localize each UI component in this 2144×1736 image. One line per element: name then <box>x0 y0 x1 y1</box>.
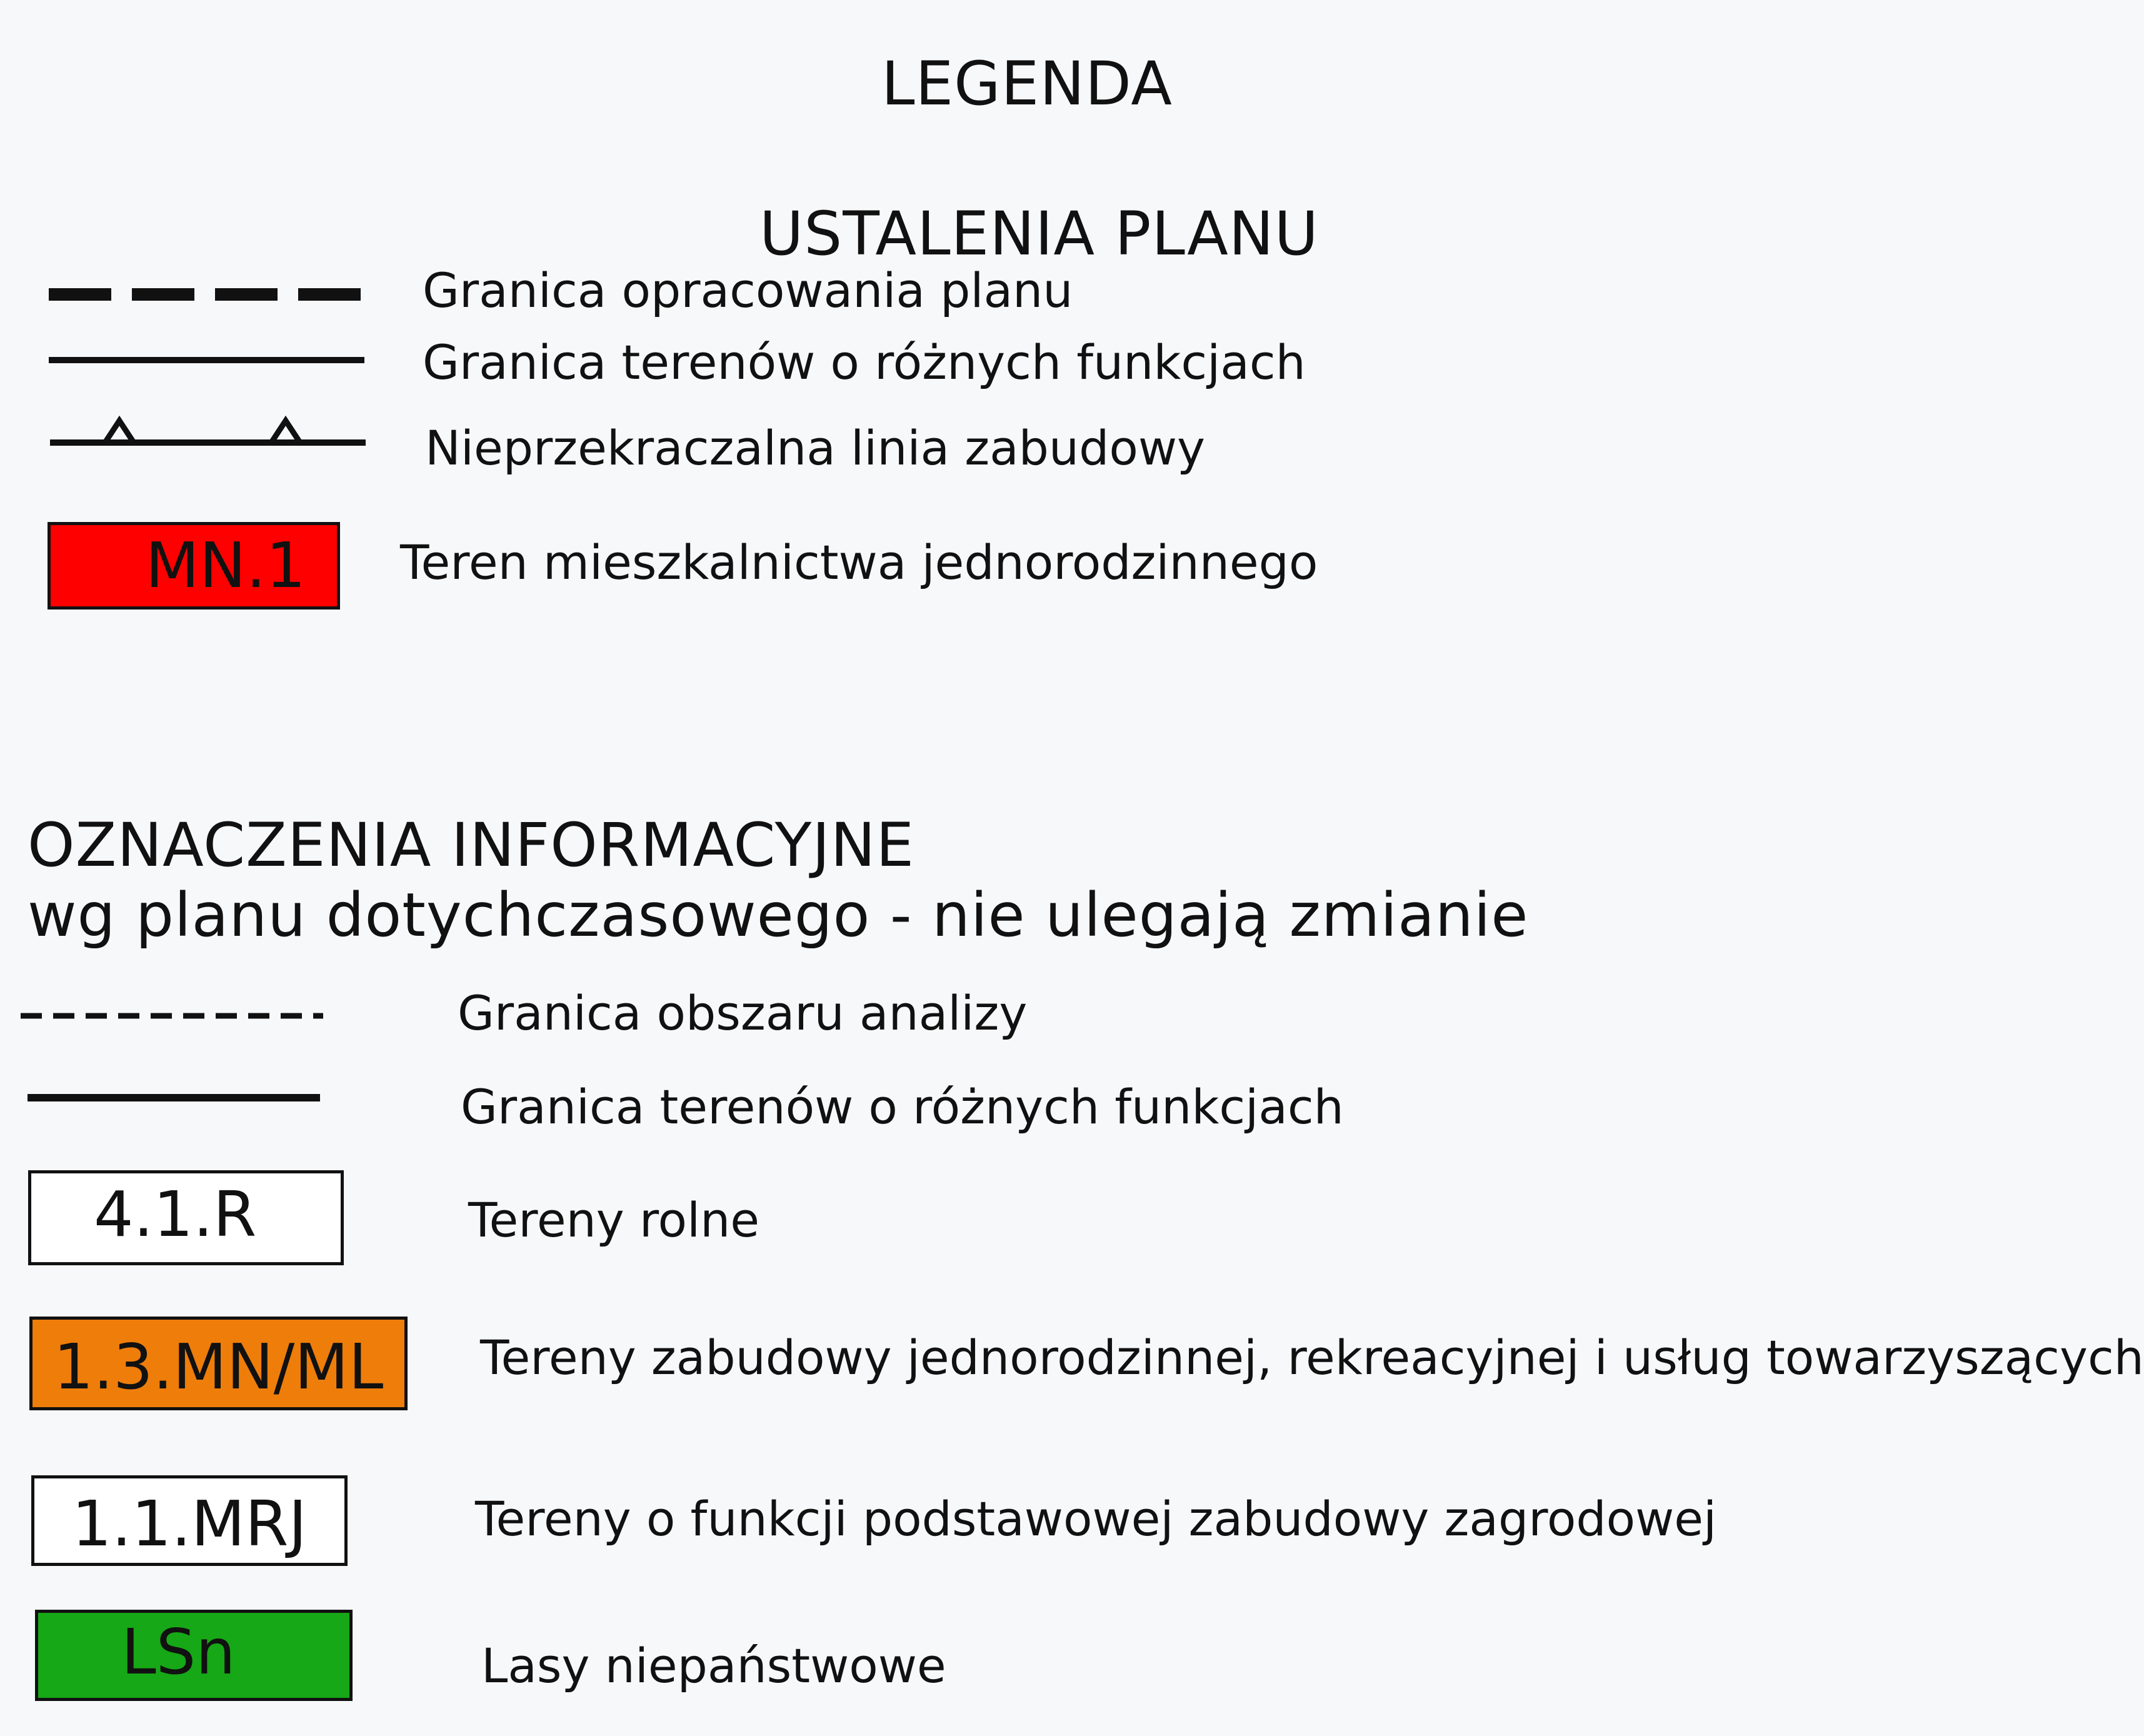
legend-item-label: Teren mieszkalnictwa jednorodzinnego <box>400 534 1318 590</box>
mrj-zone-box <box>31 1475 348 1566</box>
r-zone-box <box>28 1170 344 1265</box>
legend-title: LEGENDA <box>881 49 1173 119</box>
info-section-heading: OZNACZENIA INFORMACYJNE <box>28 810 915 880</box>
mn-ml-zone-box <box>29 1317 408 1410</box>
dashed-boundary-symbol <box>49 288 364 301</box>
zone-code: 1.1.MRJ <box>71 1487 308 1560</box>
plan-section-heading: USTALENIA PLANU <box>759 199 1319 269</box>
analysis-boundary-symbol <box>21 1011 323 1020</box>
legend-item-label: Tereny zabudowy jednorodzinnej, rekreacyjnej i usług towarzyszących <box>480 1330 2144 1385</box>
legend-item-label: Granica opracowania planu <box>423 263 1073 318</box>
legend-item-label: Tereny rolne <box>468 1192 760 1248</box>
building-line-symbol <box>50 413 366 450</box>
info-section-subheading: wg planu dotychczasowego - nie ulegają zmianie <box>28 880 1529 950</box>
zone-code: 1.3.MN/ML <box>53 1330 384 1403</box>
zone-code: LSn <box>121 1615 236 1688</box>
legend-item-label: Tereny o funkcji podstawowej zabudowy zagrodowej <box>475 1491 1717 1547</box>
legend-item-label: Granica terenów o różnych funkcjach <box>461 1079 1344 1135</box>
zone-code: 4.1.R <box>94 1178 257 1251</box>
legend-item-label: Nieprzekraczalna linia zabudowy <box>425 420 1205 476</box>
legend-item-label: Granica obszaru analizy <box>458 985 1028 1041</box>
legend-item-label: Granica terenów o różnych funkcjach <box>423 334 1306 390</box>
solid-boundary-symbol <box>28 1093 320 1103</box>
mn1-zone-box <box>48 522 340 610</box>
lsn-zone-box <box>35 1610 353 1701</box>
legend-item-label: Lasy niepaństwowe <box>481 1638 946 1693</box>
zone-code: MN.1 <box>145 529 306 602</box>
solid-boundary-symbol <box>49 355 364 365</box>
